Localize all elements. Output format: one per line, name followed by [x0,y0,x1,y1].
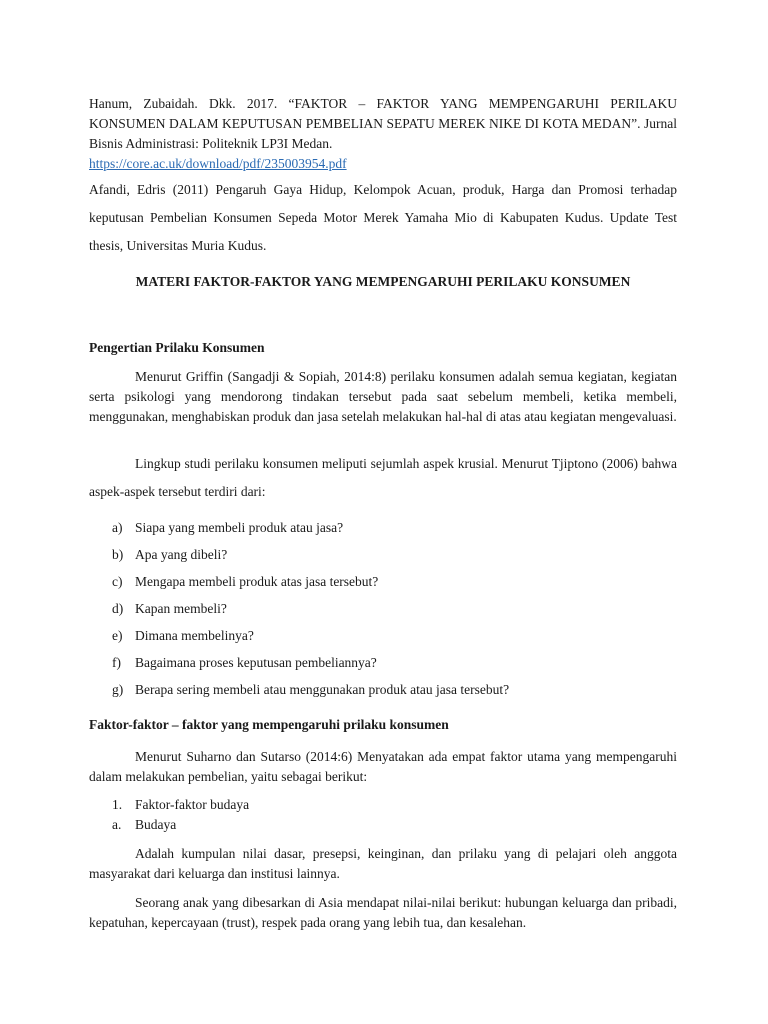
paragraph-budaya: Adalah kumpulan nilai dasar, presepsi, keinginan, dan prilaku yang di pelajari oleh anggota masyarakat dari keluarga dan institusi lainnya. [89,846,677,881]
list-marker: a) [112,520,123,535]
list-item-text: Bagaimana proses keputusan pembeliannya? [135,655,377,670]
list-item [0,622,768,649]
list-marker: c) [112,574,123,589]
list-item [0,676,768,703]
paragraph-lingkup: Lingkup studi perilaku konsumen meliputi sejumlah aspek krusial. Menurut Tjiptono (2006) bahwa aspek-aspek tersebut terdiri dari: [89,456,677,499]
paragraph-suharno: Menurut Suharno dan Sutarso (2014:6) Menyatakan ada empat faktor utama yang mempengaruhi dalam melakukan pembelian, yaitu sebagai berikut: [89,749,677,784]
reference-1-link[interactable]: https://core.ac.uk/download/pdf/235003954.pdf [89,156,347,171]
reference-2: Afandi, Edris (2011) Pengaruh Gaya Hidup, Kelompok Acuan, produk, Harga dan Promosi terhadap keputusan Pembelian Konsumen Sepeda Motor Merek Yamaha Mio di Kabupaten Kudus. Update Test thesis, Universitas Muria Kudus. [89,182,677,253]
lettered-item-a [0,815,768,835]
reference-1-text: Hanum, Zubaidah. Dkk. 2017. “FAKTOR – FAKTOR YANG MEMPENGARUHI PERILAKU KONSUMEN DALAM KEPUTUSAN PEMBELIAN SEPATU MEREK NIKE DI KOTA MEDAN”. Jurnal Bisnis Administrasi: Politeknik LP3I Medan. [89,96,677,151]
list-marker: f) [112,655,121,670]
list-item [0,514,768,541]
aspect-list [0,514,768,703]
paragraph-asia: Seorang anak yang dibesarkan di Asia mendapat nilai-nilai berikut: hubungan keluarga dan pribadi, kepatuhan, kepercayaan (trust), respek pada orang yang lebih tua, dan kesalehan. [89,895,677,930]
list-marker: b) [112,547,124,562]
list-item-text: Berapa sering membeli atau menggunakan produk atau jasa tersebut? [135,682,510,697]
page-title: MATERI FAKTOR-FAKTOR YANG MEMPENGARUHI PERILAKU KONSUMEN [135,274,631,289]
list-item [0,595,768,622]
list-marker: 1. [112,797,123,812]
list-item-text: Apa yang dibeli? [135,547,228,562]
reference-1 [89,94,677,174]
paragraph-griffin: Menurut Griffin (Sangadji & Sopiah, 2014:8) perilaku konsumen adalah semua kegiatan, kegiatan serta psikologi yang mendorong tindakan tersebut pada saat sebelum membeli, ketika membeli, menggunakan, menghabiskan produk dan jasa setelah melakukan hal-hal di atas atau kegiatan mengevaluasi. [89,369,677,424]
list-item-text: Siapa yang membeli produk atau jasa? [135,520,344,535]
list-marker: e) [112,628,123,643]
list-item-text: Mengapa membeli produk atas jasa tersebut? [135,574,379,589]
list-item [0,568,768,595]
list-marker: a. [112,817,122,832]
list-item [0,649,768,676]
list-marker: d) [112,601,124,616]
numbered-item-1 [0,795,768,815]
list-item-text: Kapan membeli? [135,601,227,616]
list-item-text: Faktor-faktor budaya [135,797,250,812]
list-item-text: Dimana membelinya? [135,628,254,643]
list-marker: g) [112,682,124,697]
list-item-text: Budaya [135,817,177,832]
list-item [0,541,768,568]
section-heading-pengertian: Pengertian Prilaku Konsumen [89,340,265,355]
section-heading-faktor: Faktor-faktor – faktor yang mempengaruhi prilaku konsumen [89,717,449,732]
